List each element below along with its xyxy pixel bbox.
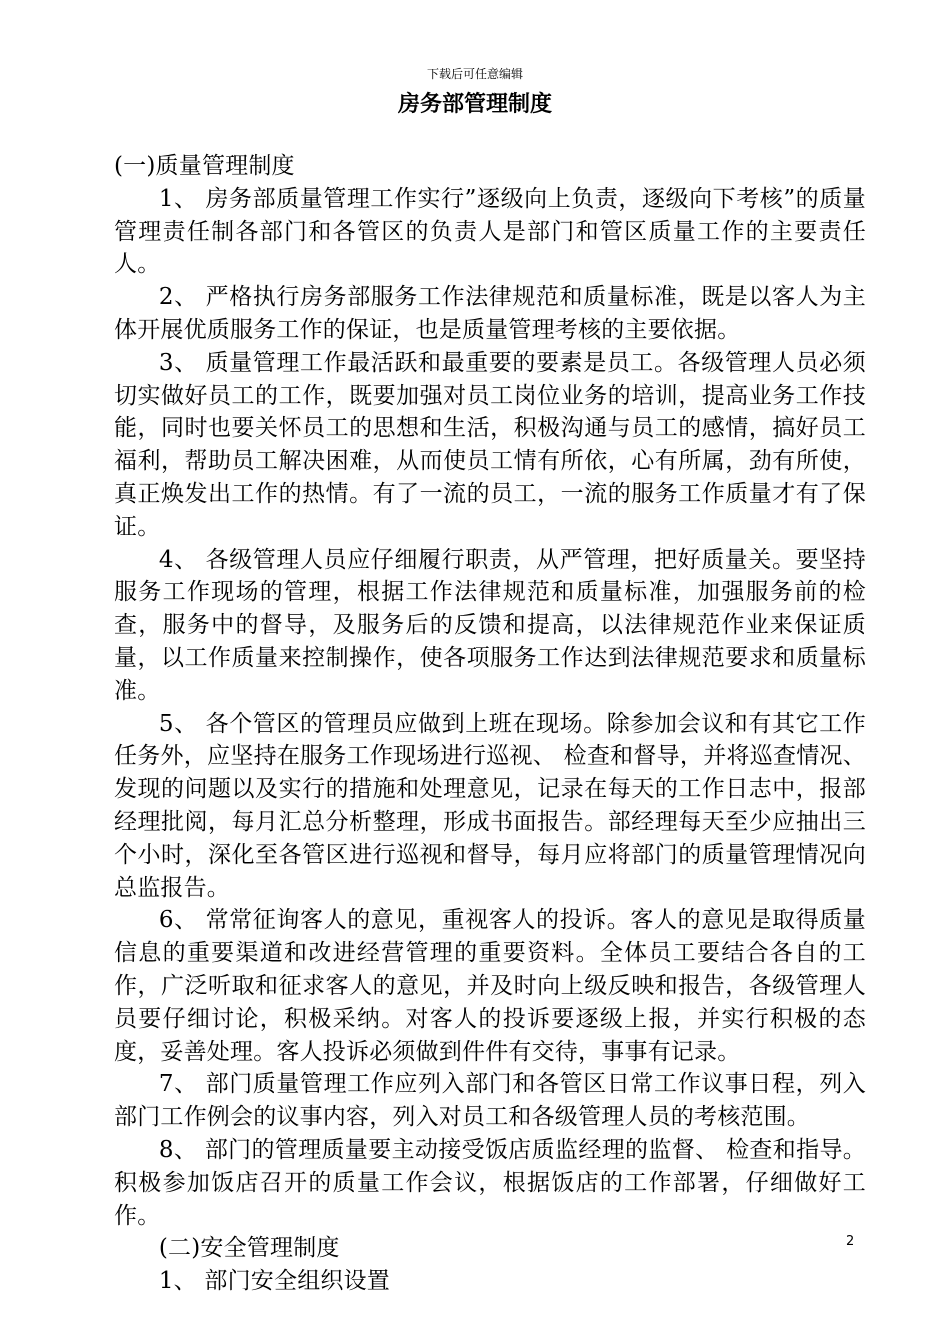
page-number: 2 — [846, 1234, 855, 1249]
header-note: 下载后可任意编辑 — [426, 67, 523, 81]
paragraph-6: 6、 常常征询客人的意见，重视客人的投诉。客人的意见是取得质量信息的重要渠道和改进经营管理的重要资料。全体员工要结合各自的工作，广泛听取和征求客人的意见，并及时向上级反映和报告，各级管理人员要仔细讨论，积极采纳。对客人的投诉要逐级上报，并实行积极的态度，妥善处理。客人投诉必须做到件件有交待，事事有记录。 — [114, 907, 866, 1065]
paragraph-2: 2、 严格执行房务部服务工作法律规范和质量标准，既是以客人为主体开展优质服务工作的保证，也是质量管理考核的主要依据。 — [114, 284, 866, 343]
paragraph-5: 5、 各个管区的管理员应做到上班在现场。除参加会议和有其它工作任务外，应坚持在服务工作现场进行巡视、 检查和督导，并将巡查情况、发现的问题以及实行的措施和处理意见，记录在每天的工作日志中，报部经理批阅，每月汇总分析整理，形成书面报告。部经理每天至少应抽出三个小时，深化至各管区进行巡视和督导，每月应将部门的质量管理情况向总监报告。 — [114, 710, 866, 901]
paragraph-3: 3、 质量管理工作最活跃和最重要的要素是员工。各级管理人员必须切实做好员工的工作，既要加强对员工岗位业务的培训，提高业务工作技能，同时也要关怀员工的思想和生活，积极沟通与员工的感情，搞好员工福利，帮助员工解决困难，从而使员工情有所依，心有所属，劲有所使，真正焕发出工作的热情。有了一流的员工，一流的服务工作质量才有了保证。 — [114, 349, 866, 540]
document-title: 房务部管理制度 — [397, 92, 552, 117]
safety-item-1: 1、 部门安全组织设置 — [158, 1268, 390, 1295]
paragraph-1: 1、 房务部质量管理工作实行”逐级向上负责，逐级向下考核”的质量管理责任制各部门和各管区的负责人是部门和管区质量工作的主要责任人。 — [114, 185, 866, 278]
section-heading-quality: (一)质量管理制度 — [114, 153, 295, 179]
paragraph-7: 7、 部门质量管理工作应列入部门和各管区日常工作议事日程，列入部门工作例会的议事内容，列入对员工和各级管理人员的考核范围。 — [114, 1071, 866, 1131]
paragraph-4: 4、 各级管理人员应仔细履行职责，从严管理，把好质量关。要坚持服务工作现场的管理，根据工作法律规范和质量标准，加强服务前的检查，服务中的督导，及服务后的反馈和提高，以法律规范作业来保证质量，以工作质量来控制操作，使各项服务工作达到法律规范要求和质量标准。 — [114, 546, 866, 704]
paragraph-8: 8、 部门的管理质量要主动接受饭店质监经理的监督、 检查和指导。积极参加饭店召开的质量工作会议，根据饭店的工作部署，仔细做好工作。 — [114, 1136, 866, 1229]
document-body — [114, 150, 866, 1298]
section-heading-safety: (二)安全管理制度 — [158, 1235, 340, 1262]
